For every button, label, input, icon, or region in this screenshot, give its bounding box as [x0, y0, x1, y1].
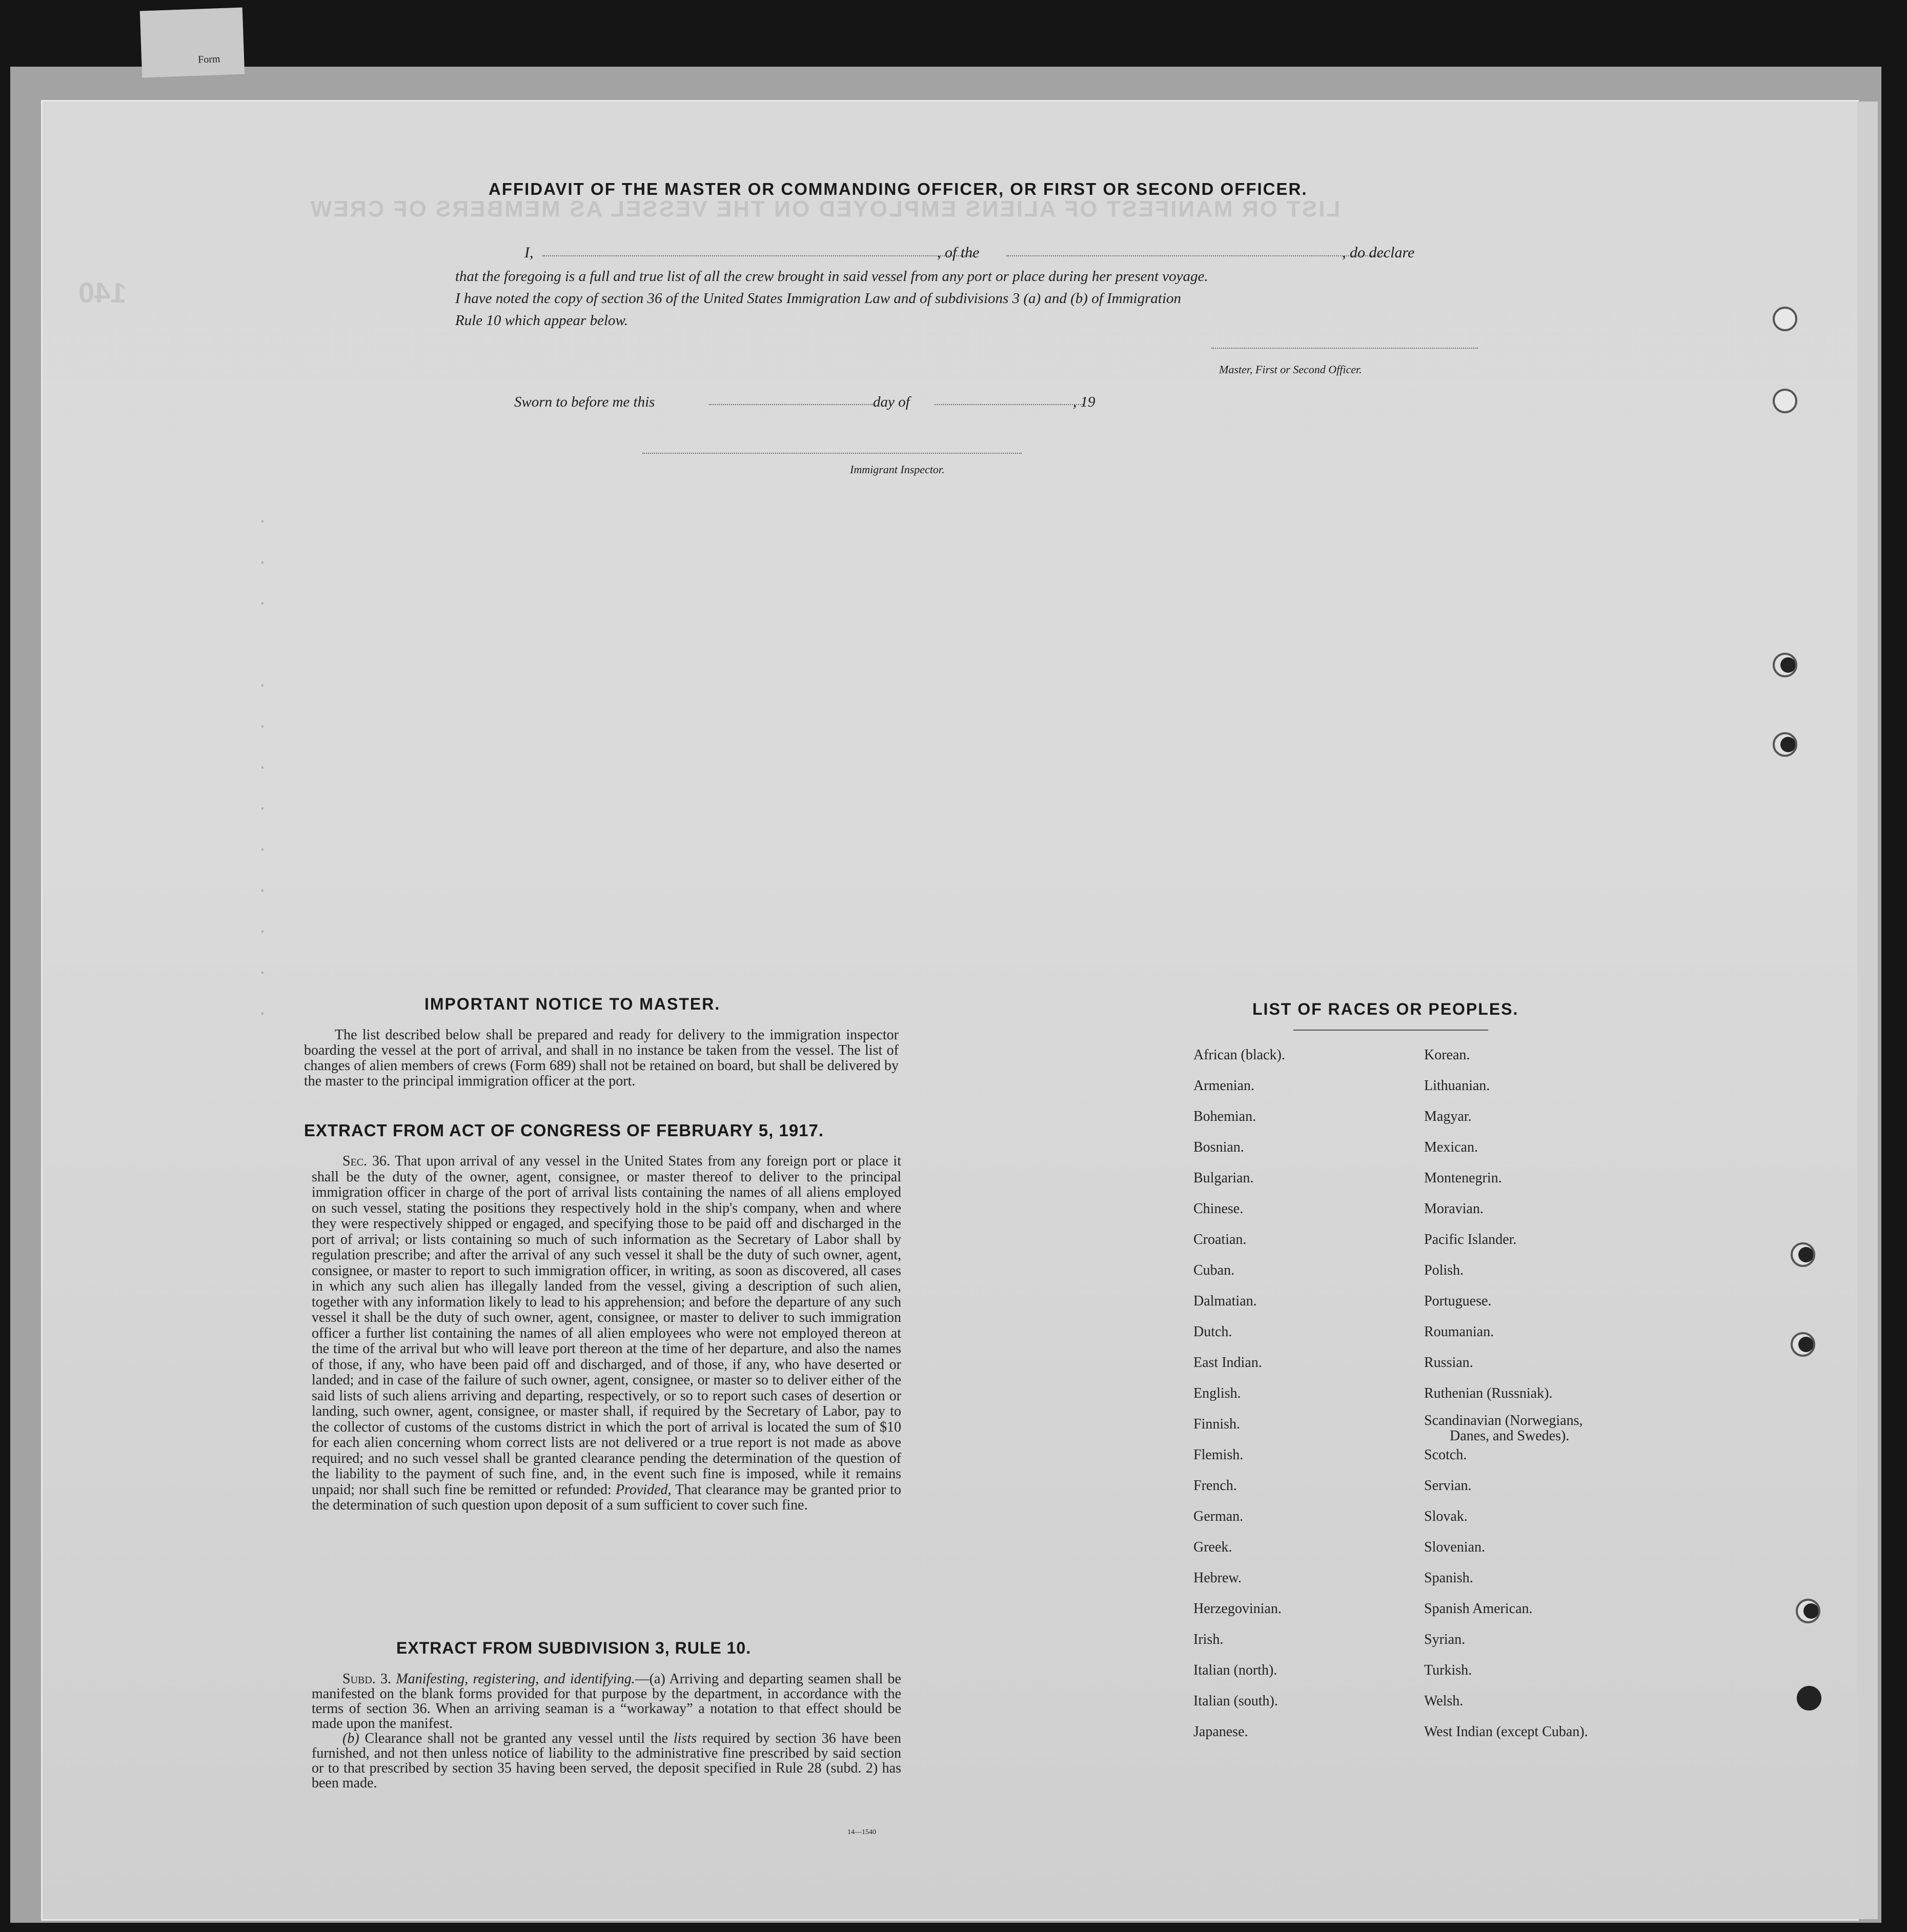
- race-item: Bohemian.: [1193, 1109, 1256, 1124]
- race-item: Servian.: [1424, 1478, 1472, 1494]
- race-item: Italian (south).: [1193, 1693, 1278, 1709]
- race-item: Turkish.: [1424, 1662, 1472, 1678]
- race-item: West Indian (except Cuban).: [1424, 1724, 1588, 1740]
- form-tab: [140, 8, 245, 78]
- vessel-field[interactable]: [1006, 255, 1386, 256]
- act-extract-body: [312, 1154, 901, 1514]
- punch-hole: [1773, 389, 1797, 413]
- do-declare-label: , do declare: [1342, 244, 1415, 261]
- race-item: Pacific Islander.: [1424, 1232, 1517, 1247]
- subd-title: Manifesting, registering, and identifying.: [396, 1671, 635, 1687]
- punch-hole: [1773, 653, 1797, 677]
- race-item: Herzegovinian.: [1193, 1601, 1282, 1617]
- race-item: Portuguese.: [1424, 1293, 1492, 1309]
- para-b-label: (b): [342, 1730, 359, 1746]
- para-b-text-1: Clearance shall not be granted any vessel until the: [364, 1730, 668, 1746]
- punch-hole: [1791, 1242, 1815, 1267]
- act-body-text: That upon arrival of any vessel in the United States from any foreign port or place it shall be the duty of the owner, agent, consignee, or master thereof to deliver to the principal immigration officer in charge of the port of arrival lists containing the names of all aliens employed on such vessel, stating the positions they respectively hold in the ship's company, when and where they were respectively shipped or engaged, and specifying those to be paid off and discharged in the port of arrival; or lists containing so much of such information as the Secretary of Labor shall by regulation prescribe; and after the arrival of any such vessel it shall be the duty of such owner, agent, consignee, or master to report to such immigration officer, in writing, as soon as discovered, all cases in which any such alien has illegally landed from the vessel, giving a description of such alien, together with any information likely to lead to his apprehension; and before the departure of any such vessel it shall be the duty of such owner, agent, consignee, or master to deliver to such immigration officer a further list containing the names of all alien employees who were not employed thereon at the time of the arrival but who will leave port thereon at the time of her departure, and also the names of those, if any, who have been paid off and discharged, and of those, if any, who have deserted or landed; and in case of the failure of such owner, agent, consignee, or master so to deliver either of the said lists of such aliens arriving and departing, respectively, or so to report such cases of desertion or landing, such owner, agent, consignee, or master shall, if required by the Secretary of Labor, pay to the collector of customs of the customs district in which the port of arrival is located the sum of $10 for each alien concerning whom correct lists are not delivered or a true report is not made as above required; and no such vessel shall be granted clearance pending the determination of the question of the liability to the payment of such fine, and, in the event such fine is imposed, while it remains unpaid; nor shall such fine be remitted or refunded:: [312, 1153, 901, 1498]
- race-item: African (black).: [1193, 1047, 1285, 1063]
- of-the-label: , of the: [937, 244, 980, 261]
- race-item: Roumanian.: [1424, 1324, 1494, 1340]
- rule-extract-heading: EXTRACT FROM SUBDIVISION 3, RULE 10.: [396, 1639, 752, 1657]
- affidavit-line-1: that the foregoing is a full and true list of all the crew brought in said vessel from any port or place during her present voyage.: [455, 268, 1208, 285]
- race-item: Scandinavian (Norwegians,: [1424, 1413, 1583, 1428]
- punch-hole: [1791, 1332, 1815, 1357]
- notice-heading: IMPORTANT NOTICE TO MASTER.: [424, 995, 721, 1013]
- affidavit-line-2: I have noted the copy of section 36 of the United States Immigration Law and of subdivisions 3 (a) and (b) of Immigration: [455, 290, 1182, 307]
- race-item: Lithuanian.: [1424, 1078, 1490, 1094]
- race-item: Bulgarian.: [1193, 1170, 1254, 1186]
- race-item: Chinese.: [1193, 1201, 1244, 1217]
- sworn-month-field[interactable]: [935, 404, 1083, 405]
- race-item: French.: [1193, 1478, 1237, 1494]
- race-item: Welsh.: [1424, 1693, 1464, 1709]
- races-rule: [1293, 1030, 1488, 1031]
- race-item: Slovenian.: [1424, 1539, 1485, 1555]
- race-item: Finnish.: [1193, 1416, 1241, 1432]
- bleed-through-number: 140: [78, 276, 127, 309]
- race-item: Montenegrin.: [1424, 1170, 1502, 1186]
- race-item: East Indian.: [1193, 1355, 1262, 1371]
- race-item: Scotch.: [1424, 1447, 1467, 1463]
- race-item: Syrian.: [1424, 1632, 1466, 1647]
- race-item: German.: [1193, 1508, 1244, 1524]
- name-field[interactable]: [542, 255, 973, 256]
- race-item: Polish.: [1424, 1262, 1464, 1278]
- subd-label: Subd. 3.: [342, 1671, 392, 1687]
- race-item: Cuban.: [1193, 1262, 1235, 1278]
- rule-extract-body: [312, 1672, 901, 1790]
- form-number: 14—1540: [847, 1828, 876, 1836]
- bleed-through-columns: · · · · · · · · · · · ·: [258, 513, 268, 1023]
- para-b-text-2: required by section 36 have been furnished, and not then unless notice of liability to the administrative fine prescribed by said section or to that prescribed by section 35 having been served, the deposit specified in Rule 28 (subd. 2) has been made.: [312, 1730, 902, 1791]
- race-item: Italian (north).: [1193, 1662, 1277, 1678]
- race-item: Dutch.: [1193, 1324, 1232, 1340]
- inspector-label: Immigrant Inspector.: [850, 463, 945, 476]
- notice-body: [304, 1028, 899, 1089]
- race-item: Spanish American.: [1424, 1601, 1533, 1617]
- race-item: Japanese.: [1193, 1724, 1248, 1740]
- race-item: Slovak.: [1424, 1508, 1468, 1524]
- races-right-column: [1424, 1040, 1588, 1747]
- para-a: —(a) Arriving and departing seamen shall be manifested on the blank forms provided for that purpose by the department, in accordance with the terms of section 36. When an arriving seaman is a “workaway” a notation to that effect should be made upon the manifest.: [312, 1671, 901, 1732]
- act-extract-heading: EXTRACT FROM ACT OF CONGRESS OF FEBRUARY 5, 1917.: [304, 1121, 824, 1140]
- race-item: Ruthenian (Russniak).: [1424, 1385, 1553, 1401]
- race-item: Spanish.: [1424, 1570, 1473, 1586]
- race-item: Russian.: [1424, 1355, 1473, 1371]
- para-b-lists: lists: [673, 1730, 697, 1746]
- race-item: Bosnian.: [1193, 1139, 1244, 1155]
- day-of-label: day of: [873, 394, 910, 410]
- form-tab-label: Form: [197, 53, 220, 66]
- bleed-through-heading: LIST OR MANIFEST OF ALIENS EMPLOYED ON THE VESSEL AS MEMBERS OF CREW: [309, 196, 1341, 222]
- affidavit-heading: AFFIDAVIT OF THE MASTER OR COMMANDING OFFICER, OR FIRST OR SECOND OFFICER.: [489, 179, 1308, 198]
- race-item: Magyar.: [1424, 1109, 1472, 1124]
- race-item: Armenian.: [1193, 1078, 1254, 1094]
- race-item: Korean.: [1424, 1047, 1470, 1063]
- race-item: Irish.: [1193, 1632, 1224, 1647]
- race-item: English.: [1193, 1385, 1241, 1401]
- punch-hole: [1796, 1599, 1820, 1623]
- race-item: Hebrew.: [1193, 1570, 1242, 1586]
- races-heading: LIST OF RACES OR PEOPLES.: [1252, 1000, 1519, 1018]
- provided-label: Provided,: [615, 1481, 672, 1498]
- year-label: , 19: [1073, 394, 1095, 410]
- race-item: Flemish.: [1193, 1447, 1244, 1463]
- signature-line[interactable]: [1211, 348, 1478, 349]
- races-left-column: [1193, 1040, 1285, 1747]
- section-label: Sec. 36.: [342, 1153, 390, 1169]
- sworn-label: Sworn to before me this: [514, 394, 655, 410]
- race-item: Greek.: [1193, 1539, 1232, 1555]
- punch-hole: [1797, 1686, 1821, 1710]
- race-item: Dalmatian.: [1193, 1293, 1257, 1309]
- signer-label: Master, First or Second Officer.: [1219, 363, 1362, 376]
- race-item: Croatian.: [1193, 1232, 1247, 1247]
- punch-hole: [1773, 732, 1797, 757]
- notice-text: The list described below shall be prepared and ready for delivery to the immigration inspector boarding the vessel at the port of arrival, and shall in no instance be taken from the vessel. The list of changes of alien members of crews (Form 689) shall not be retained on board, but shall be delivered by the master to the principal immigration officer at the port.: [304, 1027, 899, 1089]
- affidavit-line-3: Rule 10 which appear below.: [455, 312, 628, 329]
- page-edge: [1857, 102, 1878, 1919]
- inspector-signature-line[interactable]: [642, 453, 1022, 454]
- race-item: Mexican.: [1424, 1139, 1478, 1155]
- race-item: Moravian.: [1424, 1201, 1484, 1217]
- act-body-end: That clearance may be granted prior to the determination of such question upon deposit of a sum sufficient to cover such fine.: [312, 1481, 902, 1513]
- sworn-day-field[interactable]: [709, 404, 873, 405]
- punch-hole: [1773, 307, 1797, 331]
- document-page: [41, 100, 1859, 1921]
- race-item: Danes, and Swedes).: [1450, 1428, 1570, 1444]
- affidavit-i-label: I,: [524, 244, 534, 261]
